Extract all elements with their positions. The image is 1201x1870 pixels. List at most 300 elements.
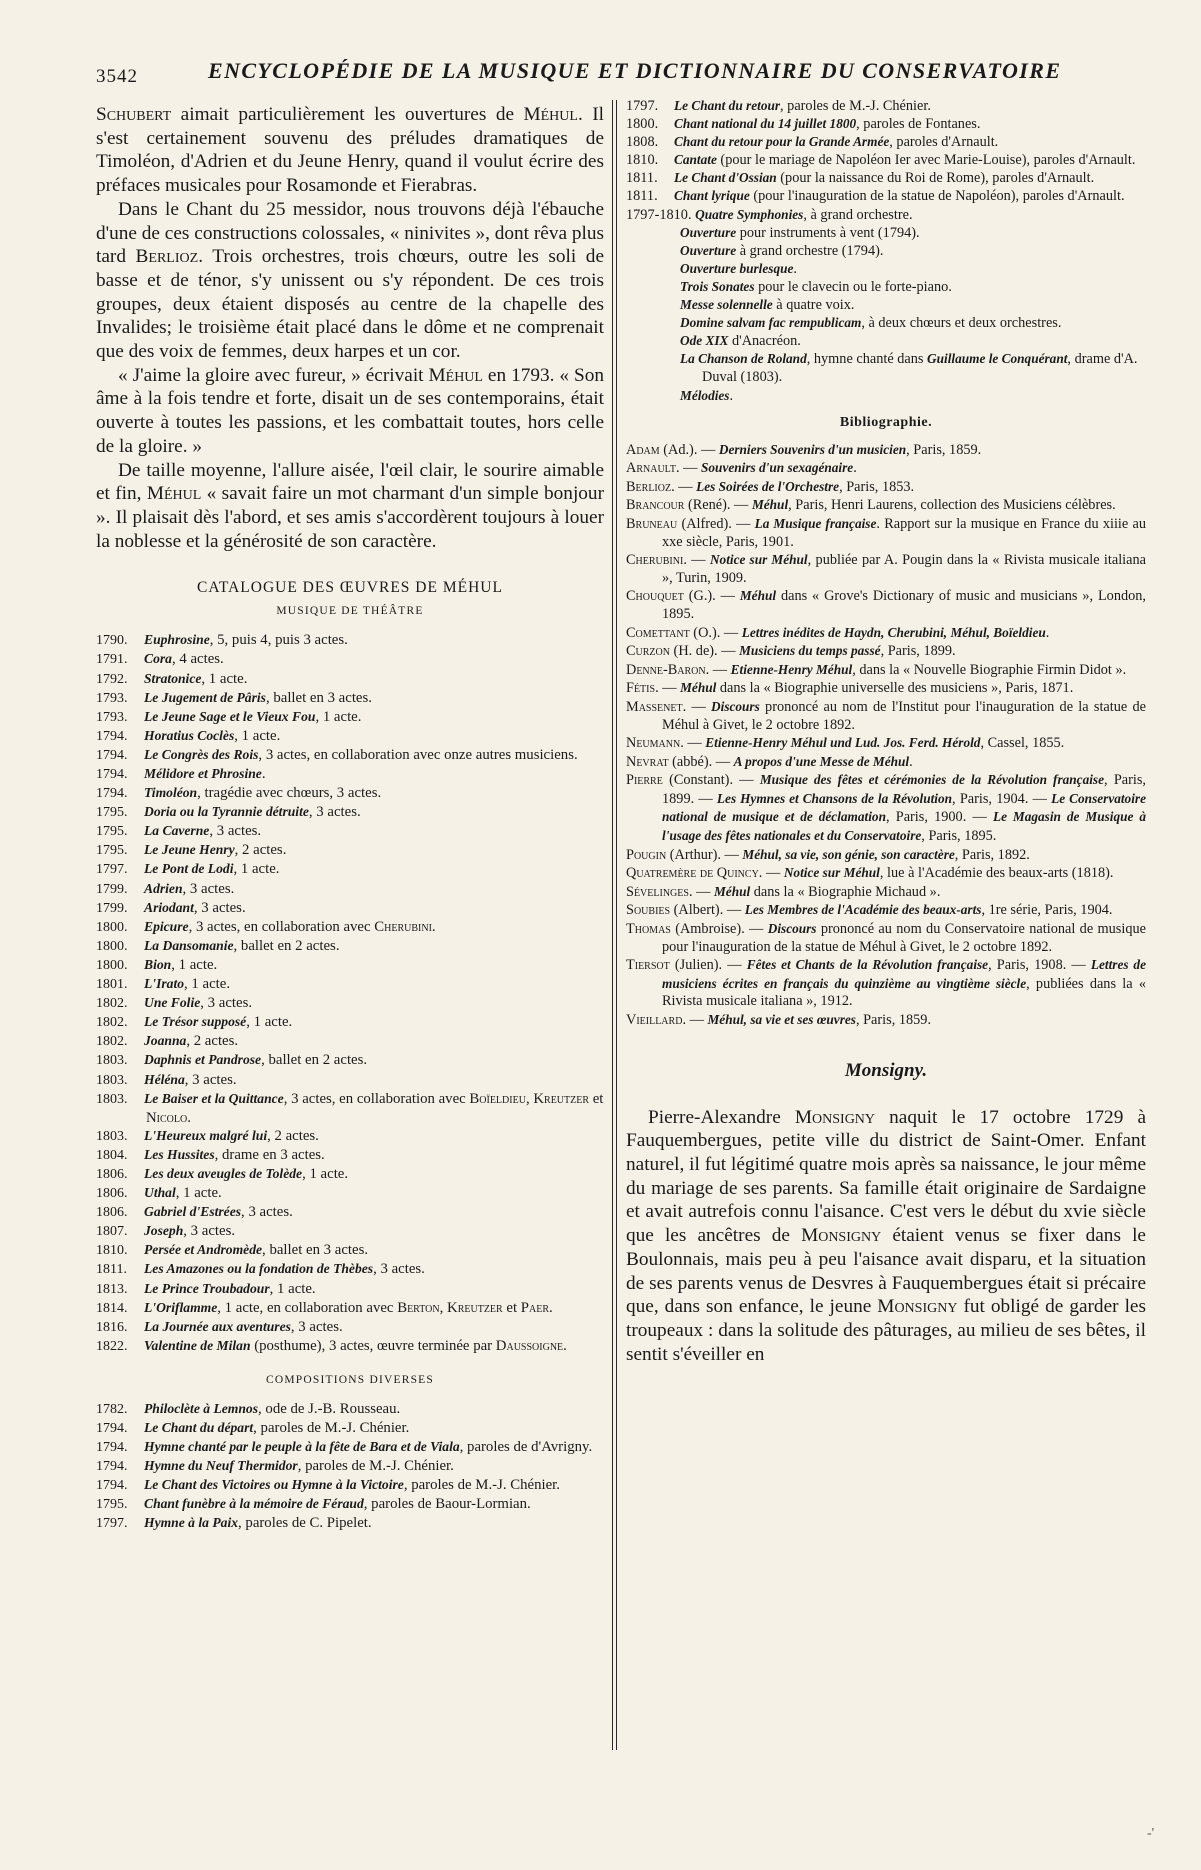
bibliography-entry — [626, 901, 1146, 920]
text-run: à grand orchestre (1794). — [736, 242, 884, 259]
catalogue-entry — [96, 670, 604, 689]
work-title: Ariodant — [144, 899, 194, 915]
work-title: bonjour — [544, 483, 604, 505]
entry-year: 1802. — [96, 996, 128, 1012]
text-run: , d' — [170, 151, 194, 173]
work-title: Le Jugement de Pâris — [144, 689, 266, 705]
work-title: Philoclète à Lemnos — [144, 1400, 259, 1416]
text-run: , Cassel, 1855. — [980, 735, 1065, 752]
page-mark: -' — [1147, 1826, 1155, 1841]
text-run: , Paris, 1899. — [880, 643, 956, 660]
work-title: Derniers Souvenirs d'un musicien — [718, 441, 907, 457]
text-run: , paroles d'Arnault. — [889, 134, 999, 151]
work-title: Méhul — [739, 588, 777, 604]
column-rule — [616, 100, 617, 1750]
running-title: ENCYCLOPÉDIE DE LA MUSIQUE ET DICTIONNAIRE DU CONSERVATOIRE — [208, 58, 1062, 83]
text-run: (Ambroise). — — [670, 921, 768, 938]
person-name: Boïeldieu — [469, 1090, 526, 1107]
work-title: Discours — [711, 698, 760, 714]
work-title: Valentine de Milan — [144, 1337, 251, 1353]
text-run: étaient venus se fixer dans le Boulonnais, mais peu à peu l'aisance avait disparu, et la situation de ses parents venus de Desvres à Fauquembergues était si précaire que, dans son enfance, le jeune — [626, 1225, 1146, 1318]
text-run: et du — [247, 151, 298, 173]
bibliography-entry — [626, 698, 1146, 734]
catalogue-sub-entry — [680, 242, 1146, 260]
entry-year: 1794. — [96, 767, 128, 783]
work-title: Les Membres de l'Académie des beaux-arts — [744, 902, 982, 918]
catalogue-entry — [96, 1165, 604, 1184]
work-title: Ode XIX — [680, 333, 729, 349]
work-title: Quatre Symphonies — [695, 206, 804, 222]
work-title: Adrien — [144, 880, 183, 896]
entry-year: 1797. — [626, 98, 659, 114]
text-run: , Paris, 1892. — [954, 846, 1030, 863]
text-run: d'Anacréon. — [728, 333, 801, 350]
person-name: Monsigny — [801, 1225, 882, 1247]
text-run: . — — [675, 460, 701, 477]
person-name: Chouquet — [626, 588, 684, 605]
running-header — [96, 58, 1146, 88]
work-title: Hymne du Neuf Thermidor — [144, 1458, 298, 1474]
catalogue-entry — [96, 784, 604, 803]
bibliography-entry — [626, 642, 1146, 661]
text-run: . — [563, 1337, 567, 1354]
text-run: , 1 acte. — [302, 1165, 349, 1182]
text-run: , Paris, 1853. — [839, 478, 915, 495]
entry-year: 1800. — [96, 957, 128, 973]
person-name: Thomas — [626, 921, 671, 938]
text-run: dans « Grove's Dictionary of music and musicians », London, 1895. — [662, 588, 1146, 622]
paragraph — [96, 198, 604, 364]
text-run: , à deux chœurs et deux orchestres. — [861, 315, 1062, 332]
text-run: pour le clavecin ou le forte-piano. — [754, 278, 952, 295]
work-title: Le Chant du départ — [144, 1420, 254, 1436]
work-title: Jeune Henry — [297, 151, 395, 173]
paragraph — [96, 364, 604, 459]
catalogue-entry — [96, 1241, 604, 1260]
catalogue-entry — [96, 956, 604, 975]
text-run: , Paris, 1908. — — [988, 957, 1091, 974]
bibliography-entry — [626, 956, 1146, 1011]
catalogue-sub-entry — [680, 387, 1146, 405]
bibliography-entry — [626, 441, 1146, 460]
text-run: , 3 actes. — [183, 1223, 236, 1240]
person-name: Pierre — [626, 772, 663, 789]
text-run: , paroles de M.-J. Chénier. — [297, 1458, 454, 1475]
work-title: Persée et Andromède — [144, 1242, 263, 1258]
text-run: , — [525, 1090, 534, 1107]
catalogue-entry — [96, 746, 604, 765]
work-title: Chant national du 14 juillet 1800 — [674, 116, 857, 132]
work-title: Timoléon — [144, 785, 198, 801]
work-title: Notice sur Méhul — [783, 865, 880, 881]
work-title: Chant du 25 messidor — [186, 198, 362, 220]
bibliography-entry — [626, 661, 1146, 680]
text-run: pour instruments à vent (1794). — [736, 224, 920, 241]
text-run: , Paris, Henri Laurens, collection des Musiciens célèbres. — [788, 497, 1116, 514]
catalogue-entry — [626, 115, 1146, 133]
person-name: Méhul — [146, 483, 202, 505]
bibliography-entry — [626, 771, 1146, 845]
work-title: Joanna — [144, 1033, 187, 1049]
text-run: , 5, puis 4, puis 3 actes. — [209, 632, 348, 649]
catalogue-entry — [96, 1280, 604, 1299]
bibliography-entry — [626, 624, 1146, 643]
entry-year: 1803. — [96, 1091, 128, 1107]
catalogue-entry — [96, 1222, 604, 1241]
text-run: . — [261, 766, 266, 783]
work-title: Epicure — [144, 918, 189, 934]
text-run: en 1793. « Son âme à la fois tendre et forte, disait un de ses contemporains, était ouverte à toutes les passions, et les combattait toutes, hors celle de la gloire. » — [96, 364, 604, 457]
text-run: de basse et de ténor, s'y unissent ou s'y répondent. De ces trois groupes, deux étaient disposés au centre de la chapelle des Invalides; le troisième était placé dans le dôme et ne comprenait que des voix de femmes, deux harpes et un cor. — [96, 246, 605, 363]
text-run: (Arthur). — — [666, 846, 743, 863]
entry-year: 1799. — [96, 900, 128, 916]
bibliography-entry — [626, 496, 1146, 515]
work-title: Le Prince Troubadour — [144, 1280, 270, 1296]
catalogue-entry — [96, 1457, 604, 1476]
catalogue-entry — [96, 1337, 604, 1356]
catalogue-entry — [96, 918, 604, 937]
text-run: (abbé). — — [668, 753, 734, 770]
person-name: Neumann — [626, 735, 681, 752]
text-run: , paroles de M.-J. Chénier. — [780, 98, 931, 114]
catalogue-entry — [96, 1184, 604, 1203]
person-name: Pougin — [626, 846, 667, 863]
work-title: Une Folie — [144, 995, 201, 1011]
work-title: Fêtes et Chants de la Révolution française — [746, 957, 989, 973]
text-run: , 3 actes. — [373, 1261, 425, 1278]
work-title: Le Jeune Henry — [144, 842, 235, 858]
text-run: De taille moyenne, l'allure aisée, l'œil clair, le sourire aimable et fin, — [96, 459, 604, 505]
text-run: , 1 acte. — [269, 1280, 316, 1297]
text-run: . — [853, 460, 857, 477]
work-title: Musiciens du temps passé — [739, 643, 881, 659]
person-name: Berton — [397, 1299, 440, 1316]
work-title: Chant funèbre à la mémoire de Féraud — [144, 1496, 364, 1512]
paragraph — [96, 459, 604, 554]
work-title: Le Magasin de Musique à l'usage des fêtes nationales et du Conservatoire — [662, 809, 1146, 844]
work-title: Hymne chanté par le peuple à la fête de Bara et de Viala — [144, 1439, 460, 1455]
work-title: Euphrosine — [144, 632, 210, 648]
bibliography-entry — [626, 920, 1146, 956]
work-title: Le Congrès des Rois — [144, 746, 259, 762]
text-run: . — — [705, 661, 731, 678]
catalogue-entry — [96, 1419, 604, 1438]
text-run: (G.). — — [683, 588, 740, 605]
text-run: , 3 actes. — [308, 804, 361, 821]
work-title: Héléna — [144, 1071, 185, 1087]
person-name: Berlioz — [135, 246, 199, 268]
work-title: L'Heureux malgré lui — [144, 1127, 268, 1143]
text-run: , paroles de M.-J. Chénier. — [253, 1420, 410, 1437]
right-column — [626, 97, 1146, 1366]
catalogue-entry — [96, 880, 604, 899]
text-run: (O.). — — [689, 624, 742, 641]
person-name: Daussoigne — [495, 1337, 564, 1354]
text-run: , 1 acte. — [201, 670, 248, 687]
text-run: , Paris, 1895. — [921, 828, 997, 845]
entry-year: 1794. — [96, 1478, 128, 1494]
text-run: , paroles de Baour-Lormian. — [363, 1496, 531, 1513]
catalogue-entry — [96, 1495, 604, 1514]
person-name: Vieillard — [626, 1012, 683, 1028]
text-run: prononcé au nom du Conservatoire national de musique pour l'inauguration de la statue de Méhul à Givet, le 2 octobre 1892. — [662, 921, 1146, 955]
catalogue-entry — [96, 1090, 604, 1127]
entry-year: 1802. — [96, 1015, 128, 1031]
entry-year: 1814. — [96, 1300, 128, 1316]
work-title: Domine salvam fac rempublicam — [680, 315, 862, 331]
catalogue-entry — [96, 1071, 604, 1090]
text-run: , 3 actes. — [290, 1318, 343, 1335]
diverses-list — [96, 1400, 604, 1534]
monsigny-heading: Monsigny. — [844, 1059, 928, 1081]
text-run: (Albert). — — [670, 902, 745, 919]
text-run: , 2 actes. — [267, 1127, 319, 1144]
work-title: L'Oriflamme — [144, 1299, 218, 1315]
text-run: , paroles de d'Avrigny. — [459, 1439, 593, 1456]
text-run: . — — [680, 735, 706, 752]
text-run: , drame d'A. Duval (1803). — [702, 351, 1138, 386]
text-run: , Paris, 1859. — [906, 441, 982, 458]
text-run: (René). — — [684, 497, 752, 514]
catalogue-entry — [626, 133, 1146, 151]
entry-year: 1802. — [96, 1034, 128, 1050]
text-run: . — — [655, 680, 681, 697]
entry-year: 1811. — [96, 1262, 127, 1278]
text-run: . — [1045, 624, 1050, 641]
text-run: , 1 acte. — [315, 708, 362, 725]
work-title: La Musique française — [754, 515, 877, 531]
person-name: Curzon — [626, 643, 670, 660]
work-title: Le Jeune Sage et le Vieux Fou — [144, 708, 316, 724]
text-run: . Il s'est certainement souvenu des préludes dramatiques de — [96, 104, 604, 149]
theatre-list — [96, 631, 604, 1356]
person-name: Cherubini — [374, 918, 432, 935]
entry-year: 1804. — [96, 1147, 128, 1163]
entry-year: 1782. — [96, 1401, 128, 1417]
entry-year: 1806. — [96, 1166, 128, 1182]
catalogue-entry — [96, 1318, 604, 1337]
bibliography-entry — [626, 679, 1146, 698]
text-run: , 3 actes, en collaboration avec — [188, 918, 375, 935]
text-run: , Paris, 1859. — [855, 1012, 932, 1028]
work-title: Rosamonde — [286, 175, 378, 197]
text-run: , 3 actes, en collaboration avec onze autres musiciens. — [258, 746, 578, 763]
catalogue-entry — [96, 975, 604, 994]
entry-year: 1803. — [96, 1128, 128, 1144]
work-title: La Caverne — [144, 823, 210, 839]
catalogue-entry — [96, 1203, 604, 1222]
entry-year: 1807. — [96, 1224, 128, 1240]
catalogue-entry — [96, 1146, 604, 1165]
work-title: Discours — [767, 921, 817, 937]
work-title: Ouverture burlesque — [680, 260, 794, 276]
person-name: Monsigny — [794, 1106, 876, 1128]
entry-year: 1822. — [96, 1338, 128, 1354]
text-run: . — [793, 260, 797, 277]
work-title: Musique des fêtes et cérémonies de la Révolution française — [759, 772, 1105, 788]
person-name: Fétis — [626, 680, 656, 697]
bibliography-entry — [626, 846, 1146, 865]
catalogue-entry — [96, 994, 604, 1013]
entry-year: 1792. — [96, 671, 128, 687]
work-title: Le Conservatoire national de musique et de déclamation — [662, 790, 1146, 825]
work-title: Les Amazones ou la fondation de Thèbes — [144, 1261, 374, 1277]
work-title: Fierabras — [400, 175, 473, 197]
work-title: Uthal — [144, 1185, 176, 1201]
monsigny-paragraph — [626, 1106, 1146, 1367]
theatre-subheading: MUSIQUE DE THÉÂTRE — [276, 605, 424, 618]
person-name: Schubert — [96, 104, 172, 125]
person-name: Quatremère de Quincy — [626, 865, 759, 882]
entry-year: 1794. — [96, 1421, 128, 1437]
entry-year: 1813. — [96, 1281, 128, 1297]
text-run: , 3 actes. — [182, 880, 235, 897]
text-run: prononcé au nom de l'Institut pour l'inauguration de la statue de Méhul à Givet, le 2 octobre 1892. — [662, 698, 1146, 733]
catalogue-sub-entry — [680, 314, 1146, 332]
catalogue-entry — [96, 765, 604, 784]
catalogue-entry — [96, 841, 604, 860]
bibliography-entry — [626, 515, 1146, 551]
diverses-subheading: COMPOSITIONS DIVERSES — [265, 1373, 434, 1386]
text-run: (Alfred). — — [677, 515, 755, 532]
left-column — [96, 103, 604, 1534]
work-title: soli — [548, 246, 577, 268]
works-list — [626, 97, 1146, 206]
entry-year: 1795. — [96, 805, 128, 821]
catalogue-entry — [96, 708, 604, 727]
work-title: Hymne à la Paix — [144, 1515, 239, 1531]
bibliography-entry — [626, 478, 1146, 497]
text-run: et — [502, 1299, 521, 1316]
person-name: Kreutzer — [533, 1090, 590, 1107]
text-run: (Ad.). — — [659, 441, 719, 458]
work-title: Doria ou la Tyrannie détruite — [144, 804, 309, 820]
work-title: Ouverture — [680, 224, 737, 240]
entry-year: 1816. — [96, 1319, 128, 1335]
text-run: , dans la « Nouvelle Biographie Firmin Didot ». — [852, 661, 1127, 678]
work-title: Etienne-Henry Méhul und Lud. Jos. Ferd. Hérold — [705, 735, 981, 751]
text-run: (pour le mariage de Napoléon Ier avec Marie-Louise), paroles d'Arnault. — [716, 152, 1136, 169]
person-name: Nicolo — [146, 1109, 188, 1126]
paragraph — [96, 103, 604, 198]
catalogue-entry — [96, 1051, 604, 1070]
work-title: Méhul, sa vie, son génie, son caractère — [742, 846, 955, 862]
text-run: , 1 acte. — [175, 1185, 222, 1202]
text-run: , ode de J.-B. Rousseau. — [258, 1400, 401, 1417]
work-title: Gabriel d'Estrées — [144, 1204, 242, 1220]
text-run: , 1 acte, en collaboration avec — [217, 1299, 398, 1316]
work-title: Cora — [144, 651, 172, 667]
catalogue-sub-entry — [680, 260, 1146, 278]
text-run: (pour la naissance du Roi de Rome), paroles d'Arnault. — [776, 170, 1095, 187]
person-name: Berlioz — [626, 478, 672, 495]
entry-year: 1795. — [96, 843, 128, 859]
text-run: , tragédie avec chœurs, 3 actes. — [197, 785, 382, 802]
catalogue-entry — [96, 650, 604, 669]
text-run: , 3 actes, en collaboration avec — [283, 1090, 470, 1107]
person-name: Cherubini — [626, 552, 684, 569]
text-run: . — — [683, 552, 710, 569]
work-title: A propos d'une Messe de Méhul — [733, 753, 910, 769]
work-title: Le Chant d'Ossian — [674, 170, 777, 186]
person-name: Sévelinges — [626, 883, 689, 900]
person-name: Nevrat — [626, 753, 669, 770]
text-run: , publiée par A. Pougin dans la « Rivista musicale italiana », Turin, 1909. — [662, 552, 1146, 586]
work-title: Méhul, sa vie et ses œuvres — [707, 1012, 856, 1027]
text-run: , 3 actes. — [209, 823, 262, 840]
text-run: , nous trouvons déjà l'ébauche d'une de ces constructions colossales, « ninivites », dont rêva plus tard — [96, 198, 605, 268]
work-title: La Chanson de Roland — [680, 351, 807, 367]
text-run: , drame en 3 actes. — [214, 1146, 325, 1163]
bibliography-list — [626, 441, 1146, 1030]
catalogue-sub-entry — [680, 332, 1146, 350]
entry-year: 1811. — [626, 170, 658, 187]
text-run: . — [549, 1299, 553, 1316]
bibliography-entry — [626, 587, 1146, 623]
text-run: , ballet en 2 actes. — [261, 1052, 368, 1069]
text-run: . — [472, 175, 478, 197]
text-run: (Constant). — — [662, 772, 760, 789]
entry-year: 1797. — [96, 1516, 128, 1532]
work-title: Mélidore et Phrosine — [144, 766, 262, 782]
work-title: Mélodies — [680, 387, 730, 403]
work-title: Joseph — [144, 1223, 184, 1239]
catalogue-entry — [96, 1032, 604, 1051]
person-name: Monsigny — [877, 1296, 958, 1318]
person-name: Tiersot — [626, 957, 670, 974]
catalogue-sub-entry — [680, 296, 1146, 314]
catalogue-sub-entry — [680, 350, 1146, 386]
text-run: , 1 acte. — [233, 861, 280, 878]
entry-year: 1794. — [96, 728, 128, 744]
text-run: . — — [671, 478, 697, 495]
column-rule — [612, 100, 613, 1750]
work-title: L'Irato — [144, 976, 185, 992]
symphonies-entry — [626, 206, 1146, 224]
text-run: (Julien). — — [669, 957, 747, 974]
catalogue-entry — [96, 1127, 604, 1146]
catalogue-entry — [96, 1514, 604, 1533]
text-run: « J'aime la gloire avec fureur, » écrivait — [118, 364, 429, 386]
bibliography-entry — [626, 1011, 1146, 1030]
text-run: , 1 acte. — [184, 976, 231, 993]
text-run: et — [589, 1090, 604, 1107]
work-title: Le Trésor supposé — [144, 1014, 247, 1030]
entry-year: 1803. — [96, 1072, 128, 1088]
entry-year: 1795. — [96, 824, 128, 840]
catalogue-entry — [96, 631, 604, 650]
work-title: Lettres de musiciens écrites en français du quinzième au vingtième siècle — [662, 957, 1146, 991]
catalogue-entry — [96, 1438, 604, 1457]
entry-year: 1808. — [626, 134, 659, 151]
work-title: Méhul — [751, 497, 789, 513]
person-name: Bruneau — [626, 515, 678, 532]
text-run: « savait faire un mot charmant d'un simple — [201, 483, 545, 505]
symphony-sub-list — [626, 224, 1146, 405]
text-run: 1797-1810. — [626, 206, 696, 223]
page-number: 3542 — [96, 66, 138, 87]
entry-year: 1794. — [96, 747, 128, 763]
catalogue-entry — [96, 860, 604, 879]
text-run: . — — [682, 1012, 708, 1028]
text-run: , paroles de C. Pipelet. — [238, 1515, 372, 1532]
entry-year: 1790. — [96, 633, 128, 649]
entry-year: 1799. — [96, 881, 128, 897]
text-run: aimait particulièrement les ouvertures de — [171, 104, 524, 125]
catalogue-entry — [96, 727, 604, 746]
work-title: Adrien — [193, 151, 248, 173]
text-run: naquit le 17 octobre 1729 à Fauquembergues, petite ville du district de Saint-Omer. Enfant naturel, il fut légitimé quatre mois après sa naissance, le jour même du mariage de ses parents. Sa famille était originaire de Sardaigne et avait autrefois connu l'aisance. C'est vers le début du xvie siècle que les ancêtres de — [626, 1106, 1147, 1247]
